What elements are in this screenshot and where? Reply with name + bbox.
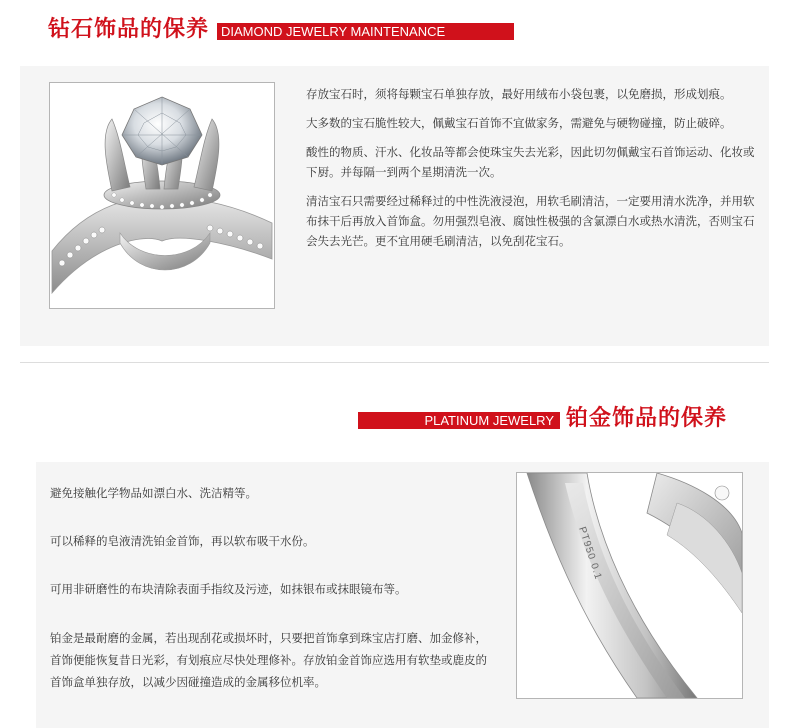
diamond-paragraph: 大多数的宝石脆性较大，佩戴宝石首饰不宜做家务，需避免与硬物碰撞，防止破碎。 <box>306 116 732 130</box>
diamond-title-bar <box>217 23 514 40</box>
diamond-ring-illustration <box>50 83 274 308</box>
section-divider <box>20 362 769 363</box>
diamond-paragraph: 存放宝石时，须将每颗宝石单独存放，最好用绒布小袋包裹，以免磨损，形成划痕。 <box>306 87 732 101</box>
platinum-paragraph: 铂金是最耐磨的金属，若出现刮花或损坏时，只要把首饰拿到珠宝店打磨、加金修补， 首饰便能恢复昔日光彩，有划痕应尽快处理修补。存放铂金首饰应选用有软垫或鹿皮的 首饰盒单独存放，以减少因碰撞造成的金属移位机率。 <box>50 631 505 689</box>
diamond-section-title: 钻石饰品的保养 <box>48 17 210 42</box>
diamond-ring-image <box>49 82 275 309</box>
platinum-title-bar <box>358 412 560 429</box>
diamond-paragraph: 酸性的物质、汗水、化妆品等都会使珠宝失去光彩，因此切勿佩戴宝石首饰运动、化妆或下厨。并每隔一到两个星期清洗一次。 <box>306 145 755 179</box>
ring-engraving: PT950 0.1 <box>576 525 604 582</box>
platinum-paragraph: 避免接触化学物品如漂白水、洗洁精等。 <box>50 486 257 500</box>
platinum-title-en: PLATINUM JEWELRY <box>424 413 554 428</box>
platinum-section-title: 铂金饰品的保养 <box>566 406 728 431</box>
diamond-care-text <box>306 84 756 260</box>
diamond-paragraph: 清洁宝石只需要经过稀释过的中性洗液浸泡，用软毛刷清洁，一定要用清水洗净，并用软布抹干后再放入首饰盒。勿用强烈皂液、腐蚀性极强的含氯漂白水或热水清洗，否则宝石会失去光芒。更不宜用硬毛刷清洁，以免刮花宝石。 <box>306 194 755 248</box>
platinum-ring-image <box>516 472 743 699</box>
platinum-paragraph: 可以稀释的皂液清洗铂金首饰，再以软布吸干水份。 <box>50 534 315 548</box>
platinum-paragraph: 可用非研磨性的布块清除表面手指纹及污迹，如抹银布或抹眼镜布等。 <box>50 582 407 596</box>
diamond-title-en: DIAMOND JEWELRY MAINTENANCE <box>221 24 446 39</box>
platinum-ring-illustration <box>517 473 742 698</box>
platinum-care-text <box>50 482 505 693</box>
